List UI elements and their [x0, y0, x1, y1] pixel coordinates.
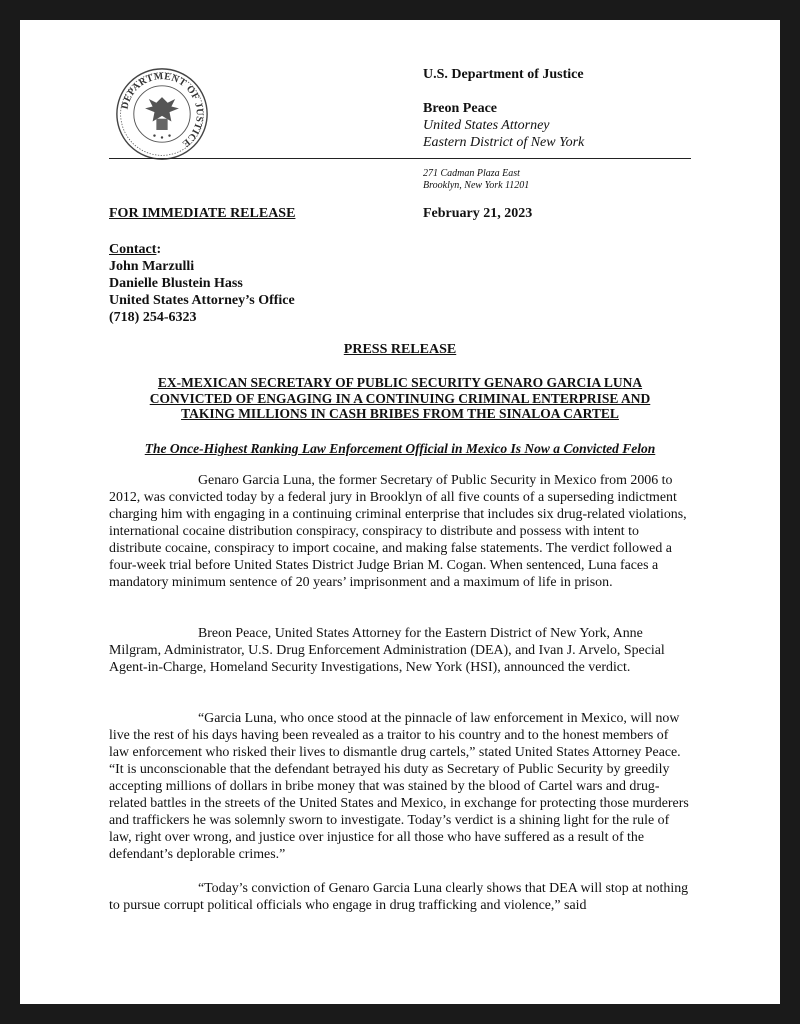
attorney-district: Eastern District of New York: [423, 135, 585, 150]
svg-text:DEPARTMENT OF JUSTICE: DEPARTMENT OF JUSTICE: [119, 70, 205, 150]
attorney-title: United States Attorney: [423, 118, 550, 133]
body-paragraph: “Garcia Luna, who once stood at the pinnacle of law enforcement in Mexico, will now live the rest of his days having been revealed as a traitor to his country and to the honest members of law enforcement who risked their lives to dismantle drug cartels,” stated United States Attorney Peace. “It is unconscionable that the defendant betrayed his duty as Secretary of Public Security by greedily accepting millions of dollars in bribe money that was stained by the blood of Cartel wars and drug-related battles in the streets of the United States and Mexico, in exchange for protecting those murderers and traffickers he was solemnly sworn to investigate. Today’s verdict is a shining light for the rule of law, right over wrong, and justice over injustice for all those who have suffered as a result of the defendant’s deplorable crimes.”: [109, 711, 689, 862]
body-paragraph: Genaro Garcia Luna, the former Secretary of Public Security in Mexico from 2006 to 2012, was convicted today by a federal jury in Brooklyn of all five counts of a superseding indictment charging him with engaging in a continuing criminal enterprise that includes six drug-related violations, international cocaine distribution conspiracy, conspiracy to distribute and possess with intent to distribute cocaine, conspiracy to import cocaine, and making false statements. The verdict followed a four-week trial before United States District Judge Brian M. Cogan. When sentenced, Luna faces a mandatory minimum sentence of 20 years’ imprisonment and a maximum of life in prison.: [109, 473, 687, 590]
header-divider: [109, 158, 691, 159]
contact-label: Contact: [109, 242, 157, 257]
contact-phone: (718) 254-6323: [109, 310, 197, 325]
attorney-block: [423, 100, 584, 151]
release-label: FOR IMMEDIATE RELEASE: [109, 206, 296, 221]
body-paragraph: “Today’s conviction of Genaro Garcia Luna clearly shows that DEA will stop at nothing to pursue corrupt political officials who engage in drug trafficking and violence,” said: [109, 881, 689, 913]
contact-colon: :: [156, 242, 162, 257]
doj-seal-icon: [115, 67, 209, 161]
subheadline: The Once-Highest Ranking Law Enforcement Official in Mexico Is Now a Convicted Felon: [144, 441, 656, 456]
agency-name: U.S. Department of Justice: [423, 67, 584, 82]
headline-line: TAKING MILLIONS IN CASH BRIBES FROM THE SINALOA CARTEL: [181, 406, 619, 421]
headline: [109, 375, 691, 422]
headline-line: CONVICTED OF ENGAGING IN A CONTINUING CRIMINAL ENTERPRISE AND: [149, 390, 651, 406]
contact-line: John Marzulli: [109, 259, 195, 274]
contact-heading: [109, 241, 295, 258]
contact-line: Danielle Blustein Hass: [109, 276, 243, 291]
contact-block: [109, 241, 295, 326]
release-date: February 21, 2023: [423, 206, 533, 221]
attorney-name: Breon Peace: [423, 101, 497, 116]
address-line: 271 Cadman Plaza East: [423, 168, 520, 179]
office-address: [423, 168, 529, 192]
document-page: [20, 20, 780, 1004]
headline-line: EX-MEXICAN SECRETARY OF PUBLIC SECURITY GENARO GARCIA LUNA: [157, 375, 643, 390]
press-release-label: PRESS RELEASE: [343, 342, 457, 357]
body-paragraph: Breon Peace, United States Attorney for the Eastern District of New York, Anne Milgram, Administrator, U.S. Drug Enforcement Administration (DEA), and Ivan J. Arvelo, Special Agent-in-Charge, Homeland Security Investigations, New York (HSI), announced the verdict.: [109, 626, 665, 675]
address-line: Brooklyn, New York 11201: [423, 180, 530, 191]
contact-line: United States Attorney’s Office: [109, 293, 295, 308]
